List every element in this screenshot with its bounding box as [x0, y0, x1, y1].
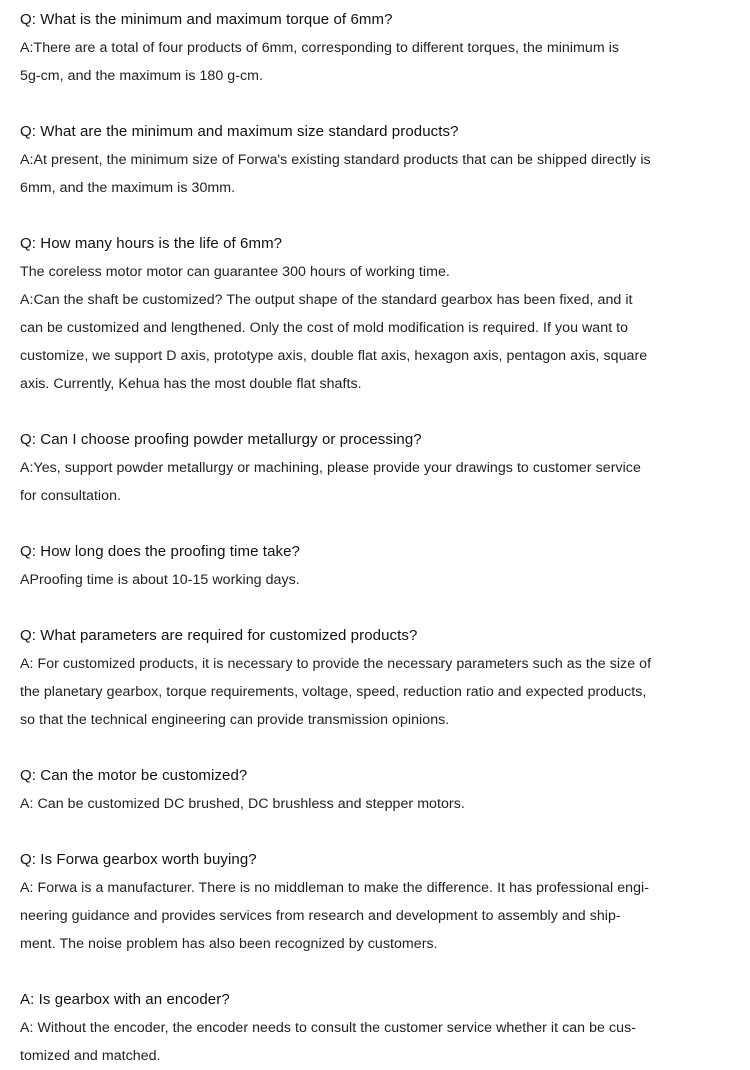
faq-answer-line: ment. The noise problem has also been recognized by customers.	[20, 936, 438, 952]
faq-item	[20, 986, 730, 1070]
faq-answer-line: A:Yes, support powder metallurgy or machining, please provide your drawings to customer service	[20, 460, 641, 476]
faq-item	[20, 118, 730, 202]
faq-question: Q: How many hours is the life of 6mm?	[20, 235, 283, 252]
faq-question: Q: How long does the proofing time take?	[20, 543, 300, 560]
faq-answer	[20, 34, 730, 90]
faq-answer-line: A: Forwa is a manufacturer. There is no middleman to make the difference. It has professional engi-	[20, 880, 649, 896]
faq-question: Q: Is Forwa gearbox worth buying?	[20, 851, 257, 868]
faq-answer-line: the planetary gearbox, torque requirements, voltage, speed, reduction ratio and expected products,	[20, 684, 647, 700]
faq-answer	[20, 790, 730, 818]
faq-answer-line: axis. Currently, Kehua has the most double flat shafts.	[20, 376, 362, 392]
faq-answer	[20, 454, 730, 510]
faq-answer-line: 5g-cm, and the maximum is 180 g-cm.	[20, 68, 264, 84]
faq-answer-line: A: Can be customized DC brushed, DC brushless and stepper motors.	[20, 796, 465, 812]
faq-answer-line: 6mm, and the maximum is 30mm.	[20, 180, 236, 196]
faq-item	[20, 230, 730, 398]
faq-answer-line: A:Can the shaft be customized? The output shape of the standard gearbox has been fixed, and it	[20, 292, 633, 308]
faq-answer-line: A:At present, the minimum size of Forwa's existing standard products that can be shipped directly is	[20, 152, 651, 168]
faq-answer	[20, 566, 730, 594]
faq-answer-line: so that the technical engineering can provide transmission opinions.	[20, 712, 450, 728]
faq-question: Q: Can the motor be customized?	[20, 767, 248, 784]
faq-answer-line: A: Without the encoder, the encoder needs to consult the customer service whether it can be cus-	[20, 1020, 636, 1036]
faq-answer-line: can be customized and lengthened. Only the cost of mold modification is required. If you want to	[20, 320, 629, 336]
faq-answer-line: The coreless motor motor can guarantee 300 hours of working time.	[20, 264, 450, 280]
faq-answer-line: customize, we support D axis, prototype axis, double flat axis, hexagon axis, pentagon axis, square	[20, 348, 648, 364]
faq-answer-line: for consultation.	[20, 488, 122, 504]
faq-question: A: Is gearbox with an encoder?	[20, 991, 230, 1008]
faq-answer-line: A:There are a total of four products of 6mm, corresponding to different torques, the minimum is	[20, 40, 620, 56]
faq-answer-line: neering guidance and provides services from research and development to assembly and ship-	[20, 908, 621, 924]
faq-item	[20, 538, 730, 594]
faq-item	[20, 6, 730, 90]
faq-item	[20, 426, 730, 510]
faq-answer-line: AProofing time is about 10-15 working days.	[20, 572, 300, 588]
faq-answer	[20, 650, 730, 734]
faq-question: Q: What parameters are required for customized products?	[20, 627, 418, 644]
faq-answer	[20, 874, 730, 958]
faq-item	[20, 846, 730, 958]
faq-answer	[20, 1014, 730, 1070]
faq-item	[20, 622, 730, 734]
faq-item	[20, 762, 730, 818]
faq-question: Q: Can I choose proofing powder metallurgy or processing?	[20, 431, 422, 448]
faq-answer	[20, 258, 730, 398]
faq-answer-line: tomized and matched.	[20, 1048, 161, 1064]
faq-question: Q: What is the minimum and maximum torque of 6mm?	[20, 11, 393, 28]
faq-question: Q: What are the minimum and maximum size standard products?	[20, 123, 459, 140]
faq-answer	[20, 146, 730, 202]
faq-answer-line: A: For customized products, it is necessary to provide the necessary parameters such as the size of	[20, 656, 652, 672]
